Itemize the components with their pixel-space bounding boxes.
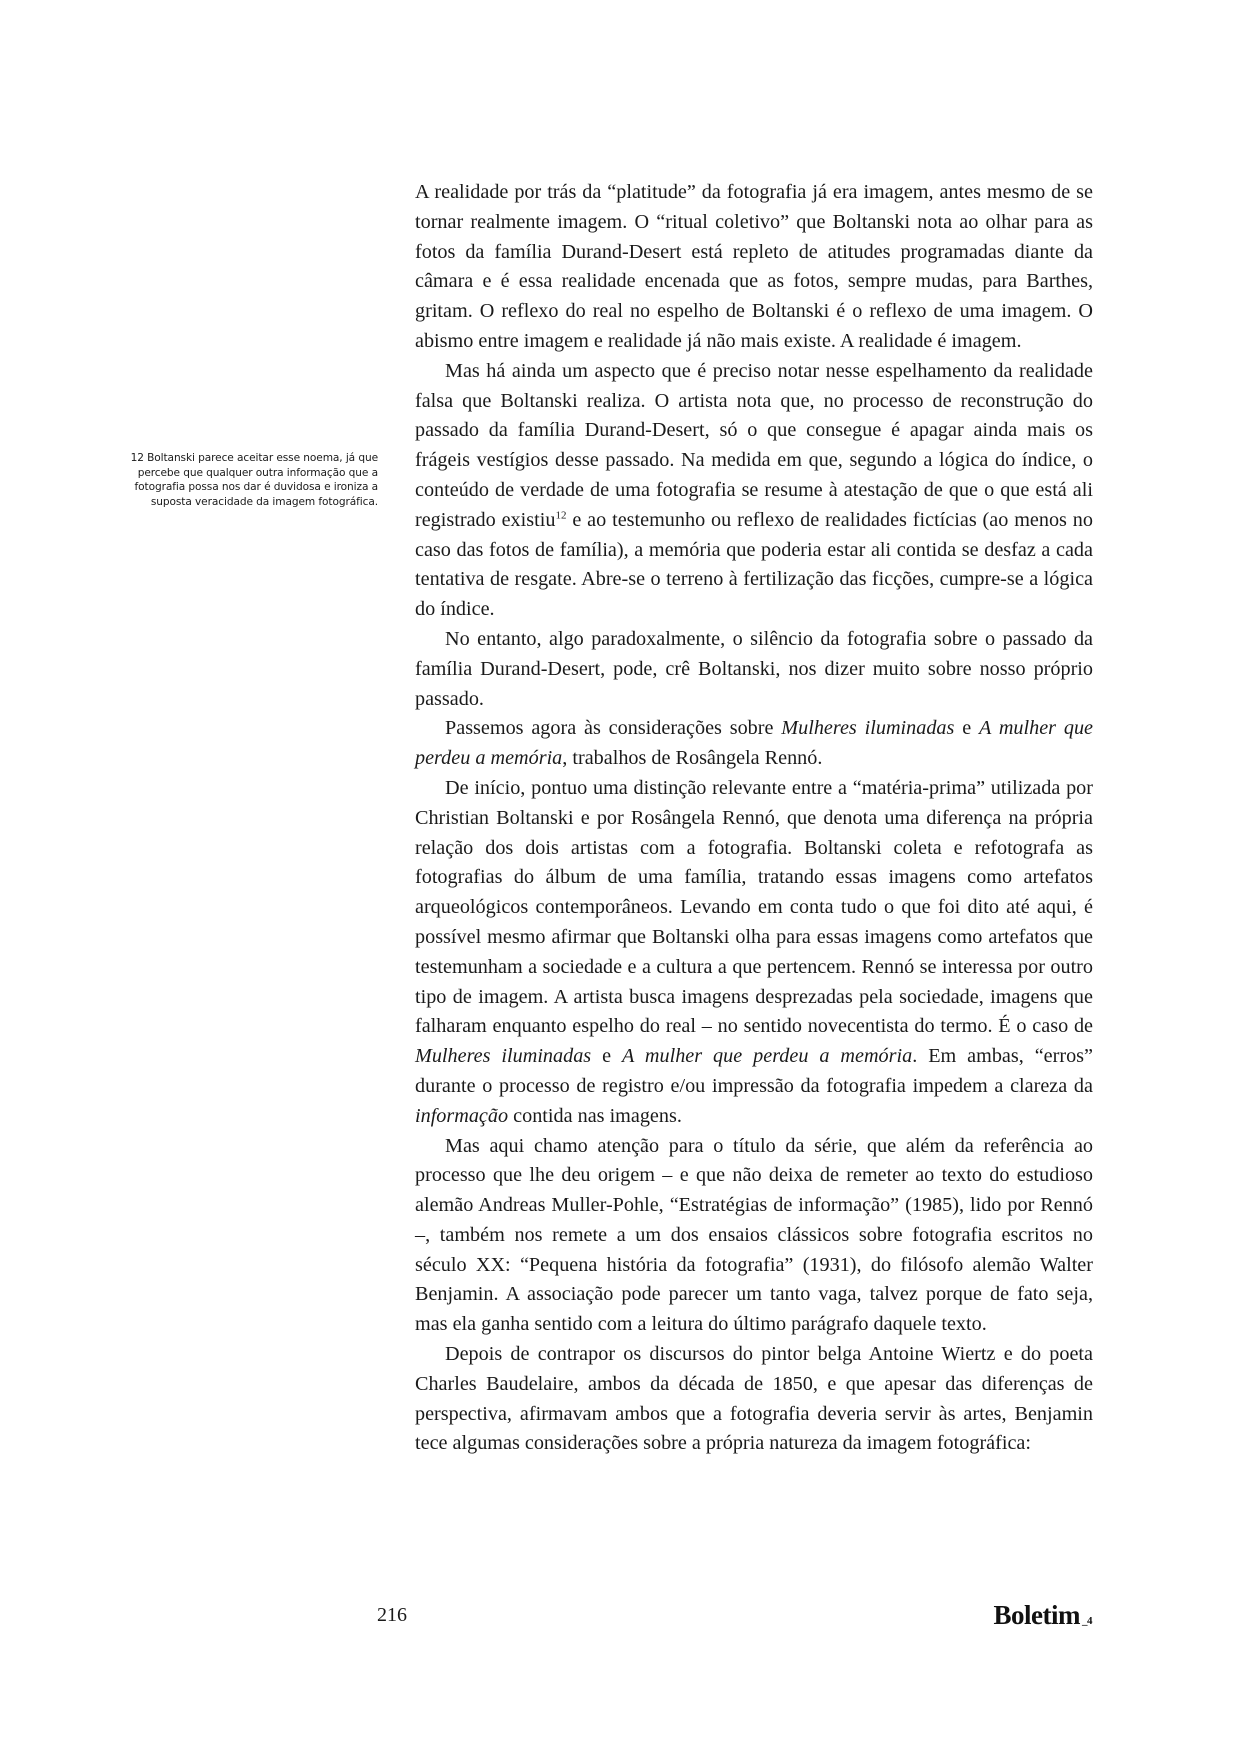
- paragraph-3-text: No entanto, algo paradoxalmente, o silêncio da fotografia sobre o passado da família Durand-Desert, pode, crê Boltanski, nos dizer muito sobre nosso próprio passado.: [415, 627, 1093, 710]
- paragraph-4-text-a: Passemos agora às considerações sobre: [445, 717, 782, 740]
- paragraph-5-text-b: e: [591, 1045, 623, 1068]
- work-title: A mulher que perdeu a memória: [415, 717, 1093, 770]
- paragraph-3: [415, 625, 1093, 714]
- paragraph-4-text-b: e: [954, 717, 980, 740]
- footnote-text: 12 Boltanski parece aceitar esse noema, já que percebe que qualquer outra informação que a fotografia possa nos dar é duvidosa e ironiza a suposta veracidade da imagem fotográfica.: [130, 452, 378, 508]
- page-number: 216: [377, 1604, 407, 1626]
- journal-logo: [994, 1600, 1092, 1631]
- footnote-12: [120, 451, 378, 509]
- paragraph-2: [415, 357, 1093, 625]
- paragraph-5-text-c: . Em ambas, “erros” durante o processo de registro e/ou impressão da fotografia impedem a clareza da: [415, 1045, 1093, 1097]
- journal-issue: _4: [1082, 1615, 1092, 1627]
- paragraph-6-text: Mas aqui chamo atenção para o título da série, que além da referência ao processo que lhe deu origem – e que não deixa de remeter ao texto do estudioso alemão Andreas Muller-Pohle, “Estratégias de informação” (1985), lido por Rennó –, também nos remete a um dos ensaios clássicos sobre fotografia escritos no século XX: “Pequena história da fotografia” (1931), do filósofo alemão Walter Benjamin. A associação pode parecer um tanto vaga, talvez porque de fato seja, mas ela ganha sentido com a leitura do último parágrafo daquele texto.: [415, 1134, 1093, 1336]
- journal-issue-number: 4: [1087, 1615, 1092, 1627]
- paragraph-1: [415, 178, 1093, 357]
- paragraph-5-text-a: De início, pontuo uma distinção relevante entre a “matéria-prima” utilizada por Christian Boltanski e por Rosângela Rennó, que denota uma diferença na própria relação dos dois artistas com a fotografia. Boltanski coleta e refotografa as fotografias do álbum de uma família, tratando essas imagens como artefatos arqueológicos contemporâneos. Levando em conta tudo o que foi dito até aqui, é possível mesmo afirmar que Boltanski olha para essas imagens como artefatos que testemunham a sociedade e a cultura a que pertencem. Rennó se interessa por outro tipo de imagem. A artista busca imagens desprezadas pela sociedade, imagens que falharam enquanto espelho do real – no sentido novecentista do termo. É o caso de: [415, 776, 1093, 1038]
- main-text: [415, 178, 1093, 1459]
- paragraph-7-text: Depois de contrapor os discursos do pintor belga Antoine Wiertz e do poeta Charles Baudelaire, ambos da década de 1850, e que apesar das diferenças de perspectiva, afirmavam ambos que a fotografia deveria servir às artes, Benjamin tece algumas considerações sobre a própria natureza da imagem fotográfica:: [415, 1343, 1093, 1455]
- paragraph-5-text-d: contida nas imagens.: [508, 1104, 682, 1127]
- paragraph-1-text: A realidade por trás da “platitude” da fotografia já era imagem, antes mesmo de se tornar realmente imagem. O “ritual coletivo” que Boltanski nota ao olhar para as fotos da família Durand-Desert está repleto de atitudes programadas diante da câmara e é essa realidade encenada que as fotos, sempre mudas, para Barthes, gritam. O reflexo do real no espelho de Boltanski é o reflexo de uma imagem. O abismo entre imagem e realidade já não mais existe. A realidade é imagem.: [415, 181, 1093, 352]
- paragraph-4: [415, 714, 1093, 774]
- paragraph-7: [415, 1340, 1093, 1459]
- work-title: Mulheres iluminadas: [781, 717, 955, 740]
- journal-name: Boletim: [993, 1600, 1080, 1630]
- footnote-reference: 12: [555, 509, 567, 522]
- paragraph-6: [415, 1132, 1093, 1341]
- emphasis: informação: [415, 1104, 509, 1127]
- paragraph-4-text-c: , trabalhos de Rosângela Rennó.: [562, 747, 823, 770]
- work-title: Mulheres iluminadas: [415, 1045, 592, 1068]
- paragraph-5: [415, 774, 1093, 1132]
- work-title: A mulher que perdeu a memória: [622, 1045, 913, 1068]
- paragraph-2-text-a: Mas há ainda um aspecto que é preciso notar nesse espelhamento da realidade falsa que Boltanski realiza. O artista nota que, no processo de reconstrução do passado da família Durand-Desert, só o que consegue é apagar ainda mais os frágeis vestígios desse passado. Na medida em que, segundo a lógica do índice, o conteúdo de verdade de uma fotografia se resume à atestação de que o que está ali registrado existiu: [415, 359, 1093, 531]
- paragraph-2-text-b: e ao testemunho ou reflexo de realidades fictícias (ao menos no caso das fotos de família), a memória que poderia estar ali contida se desfaz a cada tentativa de resgate. Abre-se o terreno à fertilização das ficções, cumpre-se a lógica do índice.: [415, 508, 1093, 621]
